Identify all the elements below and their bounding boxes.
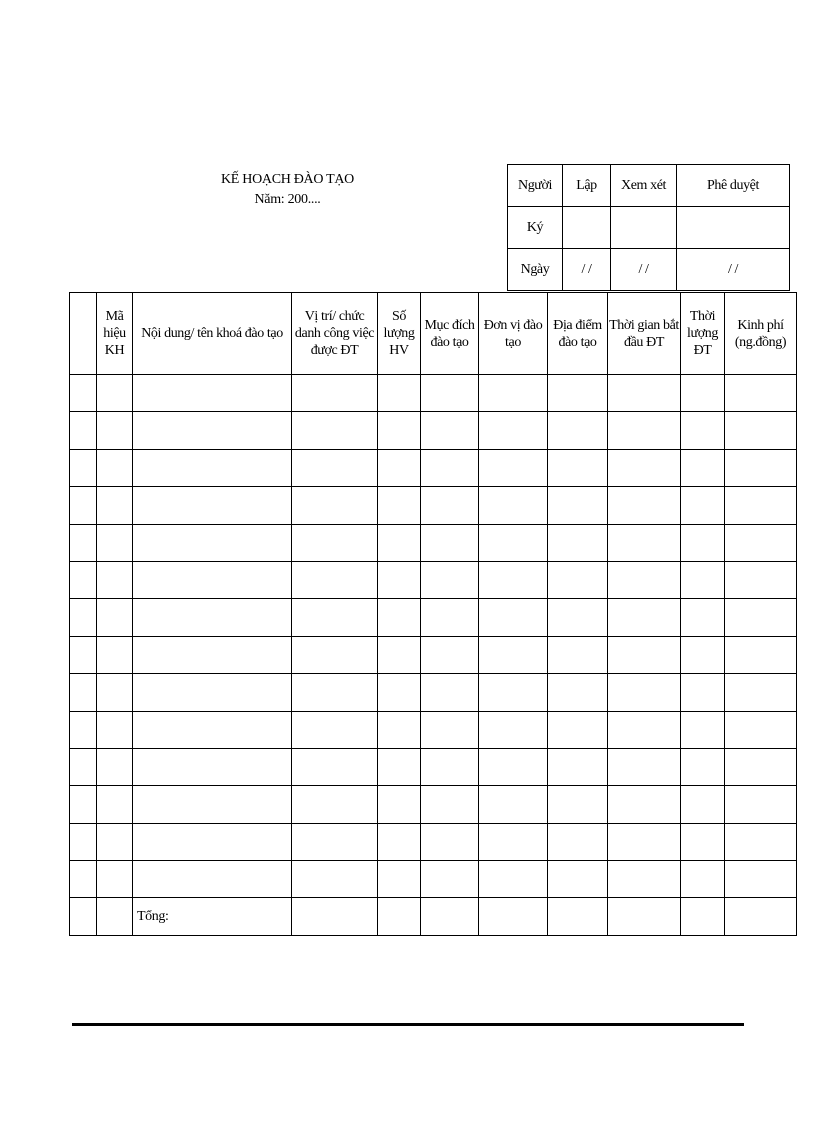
table-cell[interactable] [548,674,608,711]
table-cell[interactable] [681,412,725,449]
table-row [70,636,797,673]
table-cell[interactable] [70,861,97,898]
table-cell[interactable] [548,412,608,449]
table-cell[interactable] [608,561,681,598]
table-cell[interactable] [97,449,133,486]
table-cell[interactable] [548,524,608,561]
table-cell[interactable] [725,711,797,748]
table-cell[interactable] [681,561,725,598]
table-cell[interactable] [608,524,681,561]
table-cell[interactable] [378,599,421,636]
training-plan-table [69,292,797,936]
table-cell[interactable] [725,786,797,823]
table-cell[interactable] [97,636,133,673]
table-cell[interactable] [479,487,548,524]
table-cell[interactable] [70,748,97,785]
table-cell[interactable] [681,524,725,561]
table-cell[interactable] [292,636,378,673]
table-cell[interactable] [421,711,479,748]
approval-header-prepared: Lập [563,165,611,207]
table-cell[interactable] [292,786,378,823]
table-cell[interactable] [97,898,133,935]
table-cell[interactable] [479,861,548,898]
table-cell[interactable] [421,412,479,449]
table-cell[interactable] [725,449,797,486]
header-duration: Thời lượng ĐT [681,293,725,375]
table-cell[interactable] [548,561,608,598]
table-cell[interactable] [421,861,479,898]
table-cell[interactable] [681,823,725,860]
table-cell[interactable] [681,711,725,748]
table-cell[interactable] [70,449,97,486]
table-cell[interactable] [548,786,608,823]
table-cell[interactable] [378,524,421,561]
table-cell[interactable] [70,823,97,860]
table-cell[interactable] [97,674,133,711]
table-cell[interactable] [133,674,292,711]
table-cell[interactable] [133,861,292,898]
table-cell[interactable] [378,449,421,486]
table-cell[interactable] [97,861,133,898]
header-course-content: Nội dung/ tên khoá đào tạo [133,293,292,375]
bottom-divider [72,1023,744,1026]
table-cell[interactable] [133,823,292,860]
table-cell[interactable] [133,524,292,561]
table-cell[interactable] [70,599,97,636]
table-cell[interactable] [725,748,797,785]
table-row [70,524,797,561]
table-cell[interactable] [70,375,97,412]
table-cell[interactable] [725,487,797,524]
table-row [70,861,797,898]
table-cell[interactable] [292,487,378,524]
approval-header-reviewed: Xem xét [611,165,677,207]
table-cell[interactable] [378,487,421,524]
table-cell[interactable] [548,636,608,673]
table-cell[interactable] [421,674,479,711]
table-cell[interactable] [608,823,681,860]
total-label: Tổng: [133,898,292,935]
approval-sign-cell[interactable] [563,207,611,249]
table-cell[interactable] [479,711,548,748]
table-cell[interactable] [725,636,797,673]
table-cell[interactable] [133,449,292,486]
table-cell[interactable] [292,898,378,935]
table-header-row [70,293,797,375]
table-cell[interactable] [133,748,292,785]
table-cell[interactable] [548,823,608,860]
table-cell[interactable] [681,449,725,486]
table-cell[interactable] [378,711,421,748]
header-plan-code: Mã hiệu KH [97,293,133,375]
table-cell[interactable] [681,487,725,524]
table-cell[interactable] [681,375,725,412]
table-cell[interactable] [608,748,681,785]
table-cell[interactable] [70,898,97,935]
table-cell[interactable] [608,786,681,823]
table-cell[interactable] [608,674,681,711]
table-cell[interactable] [378,412,421,449]
table-cell[interactable] [70,636,97,673]
approval-sign-row [508,207,790,249]
table-cell[interactable] [548,375,608,412]
table-cell[interactable] [292,861,378,898]
table-cell[interactable] [725,674,797,711]
table-cell[interactable] [421,375,479,412]
table-cell[interactable] [608,711,681,748]
table-cell[interactable] [421,449,479,486]
table-cell[interactable] [421,786,479,823]
total-row [70,898,797,935]
table-cell[interactable] [97,711,133,748]
table-row [70,375,797,412]
table-cell[interactable] [725,599,797,636]
approval-header-person: Người [508,165,563,207]
table-cell[interactable] [479,636,548,673]
header-training-purpose: Mục đích đào tạo [421,293,479,375]
table-cell[interactable] [378,748,421,785]
table-cell[interactable] [608,412,681,449]
table-cell[interactable] [70,487,97,524]
table-cell[interactable] [421,898,479,935]
table-cell[interactable] [479,449,548,486]
table-cell[interactable] [548,711,608,748]
table-cell[interactable] [97,823,133,860]
table-cell[interactable] [548,861,608,898]
table-cell[interactable] [608,861,681,898]
table-cell[interactable] [479,823,548,860]
table-cell[interactable] [378,898,421,935]
table-cell[interactable] [548,599,608,636]
table-cell[interactable] [292,412,378,449]
document-title-block [180,170,395,210]
table-cell[interactable] [479,561,548,598]
header-job-position: Vị trí/ chức danh công việc được ĐT [292,293,378,375]
table-cell[interactable] [70,412,97,449]
table-cell[interactable] [292,823,378,860]
table-cell[interactable] [133,711,292,748]
header-budget: Kinh phí (ng.đồng) [725,293,797,375]
table-row [70,823,797,860]
table-cell[interactable] [97,412,133,449]
approval-sign-label: Ký [508,207,563,249]
table-cell[interactable] [70,524,97,561]
table-cell[interactable] [378,561,421,598]
table-cell[interactable] [292,375,378,412]
approval-table [507,164,790,291]
document-title: KẾ HOẠCH ĐÀO TẠO [221,172,354,187]
table-cell[interactable] [681,898,725,935]
table-row [70,748,797,785]
approval-header-row [508,165,790,207]
approval-date-row [508,249,790,291]
table-cell[interactable] [133,786,292,823]
table-cell[interactable] [292,599,378,636]
approval-header-approved: Phê duyệt [677,165,790,207]
header-index [70,293,97,375]
table-cell[interactable] [97,599,133,636]
table-cell[interactable] [608,375,681,412]
approval-sign-cell[interactable] [677,207,790,249]
table-cell[interactable] [133,599,292,636]
table-cell[interactable] [681,861,725,898]
table-row [70,599,797,636]
table-cell[interactable] [378,786,421,823]
table-cell[interactable] [421,599,479,636]
table-cell[interactable] [681,599,725,636]
table-cell[interactable] [97,748,133,785]
table-row [70,412,797,449]
table-cell[interactable] [378,823,421,860]
table-cell[interactable] [608,636,681,673]
approval-date-cell[interactable]: / / [563,249,611,291]
table-cell[interactable] [97,524,133,561]
table-row [70,449,797,486]
table-cell[interactable] [479,524,548,561]
table-cell[interactable] [133,561,292,598]
table-cell[interactable] [479,674,548,711]
table-cell[interactable] [421,561,479,598]
table-cell[interactable] [548,748,608,785]
document-year: Năm: 200.... [254,192,321,207]
table-cell[interactable] [725,375,797,412]
table-cell[interactable] [681,786,725,823]
table-cell[interactable] [479,599,548,636]
table-cell[interactable] [133,412,292,449]
approval-date-cell[interactable]: / / [611,249,677,291]
table-cell[interactable] [70,786,97,823]
table-cell[interactable] [292,674,378,711]
table-cell[interactable] [725,861,797,898]
table-cell[interactable] [133,636,292,673]
table-cell[interactable] [608,449,681,486]
table-cell[interactable] [292,711,378,748]
table-cell[interactable] [378,636,421,673]
table-cell[interactable] [725,524,797,561]
table-cell[interactable] [70,561,97,598]
header-training-location: Địa điểm đào tạo [548,293,608,375]
table-cell[interactable] [725,898,797,935]
table-cell[interactable] [97,561,133,598]
table-cell[interactable] [292,748,378,785]
table-row [70,786,797,823]
table-cell[interactable] [479,375,548,412]
table-cell[interactable] [479,786,548,823]
table-cell[interactable] [421,748,479,785]
table-cell[interactable] [70,674,97,711]
table-cell[interactable] [378,375,421,412]
table-cell[interactable] [97,487,133,524]
table-cell[interactable] [608,898,681,935]
header-start-date: Thời gian bắt đầu ĐT [608,293,681,375]
table-row [70,561,797,598]
table-cell[interactable] [97,375,133,412]
table-row [70,487,797,524]
approval-sign-cell[interactable] [611,207,677,249]
table-cell[interactable] [378,861,421,898]
table-cell[interactable] [97,786,133,823]
table-cell[interactable] [133,375,292,412]
table-cell[interactable] [608,599,681,636]
table-cell[interactable] [725,412,797,449]
table-cell[interactable] [421,487,479,524]
table-row [70,711,797,748]
header-training-provider: Đơn vị đào tạo [479,293,548,375]
table-cell[interactable] [479,898,548,935]
table-cell[interactable] [479,748,548,785]
table-cell[interactable] [292,449,378,486]
table-cell[interactable] [548,898,608,935]
table-cell[interactable] [479,412,548,449]
approval-date-cell[interactable]: / / [677,249,790,291]
table-cell[interactable] [421,636,479,673]
table-cell[interactable] [548,449,608,486]
header-trainee-count: Số lượng HV [378,293,421,375]
table-cell[interactable] [725,561,797,598]
table-cell[interactable] [70,711,97,748]
table-cell[interactable] [681,748,725,785]
table-cell[interactable] [548,487,608,524]
table-cell[interactable] [378,674,421,711]
table-cell[interactable] [681,674,725,711]
table-cell[interactable] [133,487,292,524]
table-cell[interactable] [681,636,725,673]
table-cell[interactable] [608,487,681,524]
table-row [70,674,797,711]
approval-date-label: Ngày [508,249,563,291]
table-cell[interactable] [292,524,378,561]
table-cell[interactable] [725,823,797,860]
table-cell[interactable] [421,823,479,860]
table-cell[interactable] [292,561,378,598]
table-cell[interactable] [421,524,479,561]
